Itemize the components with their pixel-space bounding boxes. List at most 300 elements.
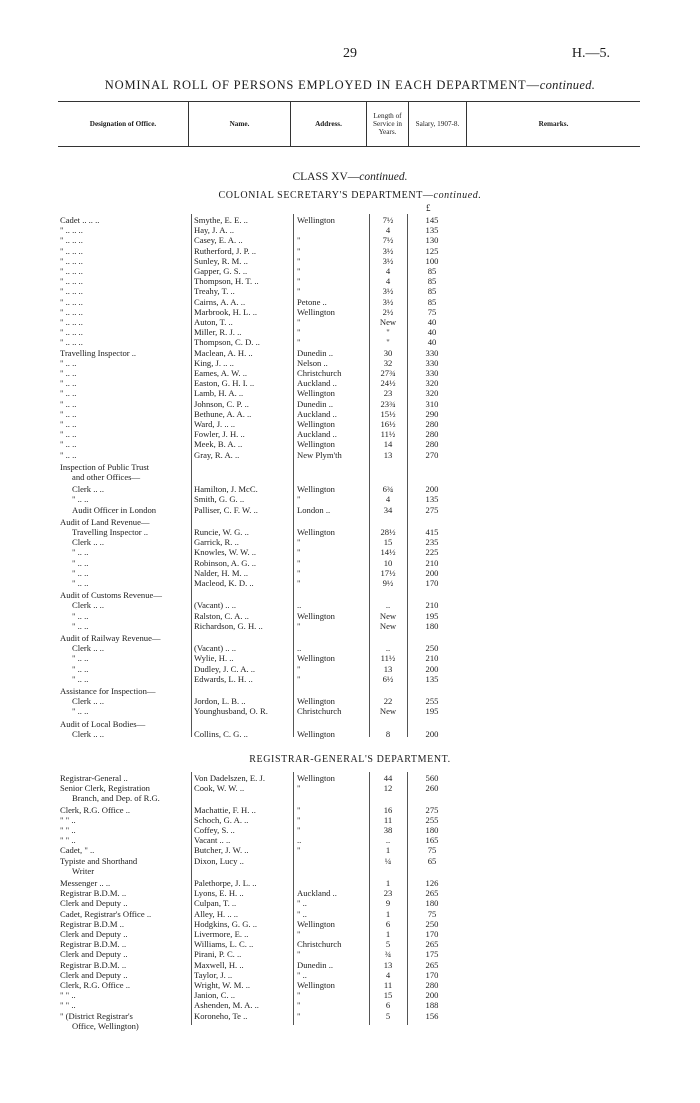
address-cell: Wellington <box>297 980 335 990</box>
name-cell: Edwards, L. H. .. <box>194 673 253 684</box>
name-cell: Treahy, T. .. <box>194 286 235 297</box>
salary-cell: 200 <box>425 990 439 1001</box>
length-cell: New <box>379 610 397 621</box>
name-cell: Livermore, E. .. <box>194 929 249 939</box>
address-cell: " <box>297 804 301 815</box>
table-row <box>0 297 700 307</box>
salary-cell: 330 <box>425 347 439 358</box>
address-cell: Auckland .. <box>297 408 337 419</box>
designation-cell: " .. .. .. <box>60 317 83 327</box>
salary-cell: 135 <box>425 225 439 236</box>
length-cell: 6 <box>385 918 391 929</box>
length-cell: 27¾ <box>380 368 396 378</box>
salary-cell: 200 <box>425 663 439 674</box>
length-cell: .. <box>385 643 391 654</box>
name-cell: Ralston, C. A. .. <box>194 610 249 621</box>
length-cell: 4 <box>385 494 391 505</box>
table-row <box>0 450 700 460</box>
department-title-continued: continued. <box>433 190 482 201</box>
table-row <box>0 866 700 876</box>
address-cell: Wellington <box>297 610 335 621</box>
salary-cell: 200 <box>425 567 439 578</box>
salary-cell: 188 <box>425 1000 439 1011</box>
table-row <box>0 980 700 990</box>
address-cell: " <box>297 337 301 348</box>
length-cell: 1 <box>385 929 391 939</box>
table-row <box>0 653 700 663</box>
designation-cell: " " .. <box>60 1000 76 1011</box>
address-cell: Nelson .. <box>297 357 328 368</box>
table-row <box>0 286 700 296</box>
length-cell: .. <box>385 835 391 846</box>
designation-cell: Audit of Railway Revenue— <box>60 633 161 643</box>
address-cell: " <box>297 547 301 558</box>
salary-cell: 320 <box>425 388 439 399</box>
salary-cell: 40 <box>427 327 437 338</box>
address-cell: New Plym'th <box>297 449 342 460</box>
name-cell: Ward, J. .. .. <box>194 419 236 429</box>
designation-cell: Office, Wellington) <box>72 1020 139 1031</box>
table-row <box>0 517 700 527</box>
designation-cell: " .. .. <box>72 578 89 588</box>
table-row <box>0 706 700 716</box>
designation-cell: " .. .. <box>60 378 77 389</box>
name-cell: Pirani, P. C. .. <box>194 949 242 960</box>
name-cell: Palliser, C. F. W. .. <box>194 504 258 515</box>
salary-cell: 145 <box>425 215 439 225</box>
name-cell: (Vacant) .. .. <box>194 600 236 611</box>
salary-cell: 210 <box>425 557 439 568</box>
table-row <box>0 439 700 449</box>
name-cell: Rutherford, J. P. .. <box>194 245 257 256</box>
address-cell: " <box>297 245 301 256</box>
designation-cell: Clerk .. .. <box>72 643 104 654</box>
length-cell: 23 <box>383 888 393 899</box>
name-cell: Wylie, H. .. <box>194 653 234 664</box>
designation-cell: " " .. <box>60 814 76 825</box>
designation-cell: Audit Officer in London <box>72 504 157 515</box>
table-row <box>0 805 700 815</box>
name-cell: Richardson, G. H. .. <box>194 620 263 631</box>
table-row <box>0 256 700 266</box>
salary-cell: 330 <box>425 368 439 378</box>
length-cell: 9 <box>385 898 391 909</box>
name-cell: Nalder, H. M. .. <box>194 567 249 578</box>
length-cell: 7½ <box>382 235 394 246</box>
address-cell: " <box>297 235 301 246</box>
table-row <box>0 358 700 368</box>
table-row <box>0 419 700 429</box>
salary-cell: 40 <box>427 337 437 348</box>
length-cell: 12 <box>383 783 393 794</box>
address-cell: .. <box>297 643 302 654</box>
salary-cell: 250 <box>425 643 439 654</box>
table-row <box>0 773 700 783</box>
header-designation: Designation of Office. <box>58 102 189 146</box>
name-cell: Macleod, K. D. .. <box>194 578 254 588</box>
length-cell: New <box>379 620 397 631</box>
name-cell: Dixon, Lucy .. <box>194 855 244 866</box>
designation-cell: " .. .. <box>60 357 77 368</box>
designation-cell: Assistance for Inspection— <box>60 686 156 696</box>
address-cell: Dunedin .. <box>297 398 334 409</box>
designation-cell: Senior Clerk, Registration <box>60 783 150 794</box>
salary-cell: 265 <box>425 939 439 950</box>
name-cell: Hay, J. A. .. <box>194 225 235 236</box>
salary-cell: 156 <box>425 1010 439 1021</box>
designation-cell: Writer <box>72 865 95 876</box>
header-remarks: Remarks. <box>538 120 569 128</box>
address-cell: " <box>297 783 301 794</box>
length-cell: 5 <box>385 1010 391 1021</box>
salary-cell: 170 <box>425 929 439 939</box>
table-row <box>0 537 700 547</box>
salary-cell: 65 <box>427 855 437 866</box>
table-row <box>0 409 700 419</box>
salary-cell: 290 <box>425 408 439 419</box>
name-cell: Machattie, F. H. .. <box>194 804 256 815</box>
header-address: Address. <box>291 102 367 146</box>
table-row <box>0 878 700 888</box>
designation-cell: Clerk and Deputy .. <box>60 929 128 939</box>
salary-cell: 280 <box>425 429 439 440</box>
document-title-main: NOMINAL ROLL OF PERSONS EMPLOYED IN EACH DEPARTMENT— <box>104 78 540 92</box>
length-cell: 3½ <box>382 255 394 266</box>
designation-cell: Registrar B.D.M. .. <box>60 959 127 970</box>
table-row <box>0 783 700 793</box>
name-cell: King, J. .. .. <box>194 357 234 368</box>
length-cell: New <box>379 706 397 717</box>
designation-cell: Cadet .. .. .. <box>60 215 100 225</box>
designation-cell: " .. .. .. <box>60 327 83 338</box>
address-cell: " <box>297 1000 301 1011</box>
class-title-main: CLASS XV— <box>292 171 360 183</box>
salary-cell: 310 <box>425 398 439 409</box>
designation-cell: Audit of Local Bodies— <box>60 718 146 729</box>
salary-cell: 195 <box>425 706 439 717</box>
length-cell: 7½ <box>382 215 394 225</box>
designation-cell: Clerk .. .. <box>72 696 104 707</box>
salary-cell: 125 <box>425 245 439 256</box>
table-row <box>0 307 700 317</box>
designation-cell: " .. .. <box>60 449 77 460</box>
name-cell: Palethorpe, J. L. .. <box>194 878 257 888</box>
salary-cell: 165 <box>425 835 439 846</box>
name-cell: Coffey, S. .. <box>194 825 235 835</box>
table-row <box>0 368 700 378</box>
name-cell: Garrick, R. .. <box>194 537 239 548</box>
length-cell: 4 <box>385 276 391 287</box>
name-cell: Smythe, E. E. .. <box>194 215 248 225</box>
length-cell: .. <box>385 600 391 611</box>
length-cell: ¾ <box>384 949 392 960</box>
salary-cell: 170 <box>425 578 439 588</box>
table-row <box>0 378 700 388</box>
length-cell: 11 <box>383 980 393 990</box>
salary-cell: 85 <box>427 266 437 276</box>
address-cell: Wellington <box>297 215 335 225</box>
name-cell: Culpan, T. .. <box>194 898 237 909</box>
salary-cell: 280 <box>425 419 439 429</box>
designation-cell: Clerk .. .. <box>72 600 104 611</box>
table-row <box>0 225 700 235</box>
name-cell: Marbrook, H. L. .. <box>194 306 258 317</box>
address-cell: " <box>297 1010 301 1021</box>
address-cell: Wellington <box>297 728 335 739</box>
length-cell: 3½ <box>382 296 394 307</box>
length-cell: 15½ <box>380 408 396 419</box>
length-cell: 13 <box>383 663 393 674</box>
address-cell: Christchurch <box>297 939 342 950</box>
salary-cell: 255 <box>425 696 439 707</box>
length-cell: 16½ <box>380 419 396 429</box>
length-cell: 32 <box>383 357 393 368</box>
name-cell: Knowles, W. W. .. <box>194 547 257 558</box>
designation-cell: Cadet, Registrar's Office .. <box>60 908 152 919</box>
designation-cell: " " .. <box>60 835 76 846</box>
name-cell: Hamilton, J. McC. <box>194 484 258 495</box>
table-row <box>0 348 700 358</box>
name-cell: Bethune, A. A. .. <box>194 408 252 419</box>
table-row <box>0 856 700 866</box>
name-cell: Younghusband, O. R. <box>194 706 268 717</box>
table-row <box>0 929 700 939</box>
length-cell: 44 <box>383 773 393 783</box>
table-row <box>0 664 700 674</box>
table-row <box>0 1011 700 1021</box>
salary-cell: 280 <box>425 439 439 450</box>
pound-sign: £ <box>426 203 431 213</box>
address-cell: " <box>297 990 301 1001</box>
address-cell: " <box>297 949 301 960</box>
salary-cell: 135 <box>425 494 439 505</box>
salary-cell: 85 <box>427 276 437 287</box>
table-row <box>0 719 700 729</box>
length-cell: 6¾ <box>382 484 394 495</box>
address-cell: " <box>297 327 301 338</box>
table-row <box>0 696 700 706</box>
table-row <box>0 276 700 286</box>
designation-cell: Registrar B.D.M. .. <box>60 888 127 899</box>
name-cell: Miller, R. J. .. <box>194 327 242 338</box>
salary-cell: 280 <box>425 980 439 990</box>
name-cell: Collins, C. G. .. <box>194 728 248 739</box>
designation-cell: Travelling Inspector .. <box>72 527 149 537</box>
table-row <box>0 337 700 347</box>
address-cell: " <box>297 317 301 327</box>
length-cell: New <box>379 317 397 327</box>
name-cell: Von Dadelszen, E. J. <box>194 773 265 783</box>
name-cell: Maxwell, H. .. <box>194 959 244 970</box>
designation-cell: " .. .. <box>72 557 89 568</box>
table-row <box>0 547 700 557</box>
name-cell: Lamb, H. A. .. <box>194 388 244 399</box>
address-cell: " <box>297 266 301 276</box>
designation-cell: Clerk and Deputy .. <box>60 969 128 980</box>
designation-cell: " (District Registrar's <box>60 1010 133 1021</box>
address-cell: " <box>297 276 301 287</box>
designation-cell: " .. .. <box>72 494 89 505</box>
name-cell: Maclean, A. H. .. <box>194 347 253 358</box>
name-cell: Ashenden, M. A. .. <box>194 1000 259 1011</box>
salary-cell: 85 <box>427 286 437 297</box>
table-row <box>0 462 700 472</box>
length-cell: 13 <box>383 449 393 460</box>
class-title <box>0 171 700 183</box>
designation-cell: Audit of Land Revenue— <box>60 516 150 527</box>
name-cell: Thompson, C. D. .. <box>194 337 260 348</box>
salary-cell: 195 <box>425 610 439 621</box>
table-row <box>0 399 700 409</box>
designation-cell: " .. .. <box>60 408 77 419</box>
designation-cell: " " .. <box>60 990 76 1001</box>
salary-cell: 200 <box>425 728 439 739</box>
salary-cell: 75 <box>427 306 437 317</box>
table-header <box>58 101 640 147</box>
header-length-of-service: Length of Service in Years. <box>367 102 409 146</box>
address-cell: Dunedin .. <box>297 959 334 970</box>
table-row <box>0 888 700 898</box>
table-row <box>0 686 700 696</box>
name-cell: Vacant .. .. <box>194 835 231 846</box>
designation-cell: " .. .. .. <box>60 337 83 348</box>
class-title-continued: continued. <box>359 171 408 183</box>
length-cell: 38 <box>383 825 393 835</box>
name-cell: Hodgkins, G. G. .. <box>194 918 258 929</box>
designation-cell: Clerk and Deputy .. <box>60 898 128 909</box>
table-row <box>0 793 700 803</box>
address-cell: Wellington <box>297 653 335 664</box>
department-title-colonial-secretary <box>0 190 700 201</box>
length-cell: " <box>386 327 390 338</box>
name-cell: Wright, W. M. .. <box>194 980 250 990</box>
length-cell: 4 <box>385 225 391 236</box>
designation-cell: Messenger .. .. <box>60 878 111 888</box>
length-cell: 16 <box>383 804 393 815</box>
salary-cell: 270 <box>425 449 439 460</box>
length-cell: 1 <box>385 845 391 856</box>
salary-cell: 225 <box>425 547 439 558</box>
designation-cell: Branch, and Dep. of R.G. <box>72 793 160 804</box>
designation-cell: " .. .. .. <box>60 276 83 287</box>
length-cell: 3½ <box>382 245 394 256</box>
designation-cell: " .. .. <box>60 398 77 409</box>
salary-cell: 75 <box>427 845 437 856</box>
address-cell: .. <box>297 600 302 611</box>
table-row <box>0 674 700 684</box>
table-row <box>0 845 700 855</box>
name-cell: Williams, L. C. .. <box>194 939 254 950</box>
address-cell: " <box>297 557 301 568</box>
salary-cell: 100 <box>425 255 439 266</box>
length-cell: 14½ <box>380 547 396 558</box>
address-cell: " <box>297 845 301 856</box>
salary-cell: 560 <box>425 773 439 783</box>
salary-cell: 210 <box>425 653 439 664</box>
table-row <box>0 643 700 653</box>
address-cell: " <box>297 255 301 266</box>
length-cell: 1 <box>385 908 391 919</box>
address-cell: " .. <box>297 898 307 909</box>
length-cell: 6½ <box>382 673 394 684</box>
salary-cell: 180 <box>425 620 439 631</box>
designation-cell: Registrar B.D.M .. <box>60 918 124 929</box>
salary-cell: 40 <box>427 317 437 327</box>
length-cell: 8 <box>385 728 391 739</box>
salary-cell: 275 <box>425 804 439 815</box>
length-cell: 30 <box>383 347 393 358</box>
length-cell: 4 <box>385 266 391 276</box>
salary-cell: 235 <box>425 537 439 548</box>
length-cell: 11½ <box>380 653 396 664</box>
address-cell: Wellington <box>297 918 335 929</box>
table-row <box>0 429 700 439</box>
table-row <box>0 590 700 600</box>
designation-cell: " .. .. .. <box>60 225 83 236</box>
designation-cell: " .. .. .. <box>60 296 83 307</box>
page-number: 29 <box>343 46 357 61</box>
length-cell: ¼ <box>384 855 392 866</box>
table-row <box>0 494 700 504</box>
address-cell: " <box>297 578 301 588</box>
length-cell: 24½ <box>380 378 396 389</box>
salary-cell: 126 <box>425 878 439 888</box>
name-cell: Koroneho, Te .. <box>194 1010 248 1021</box>
designation-cell: Typiste and Shorthand <box>60 855 138 866</box>
address-cell: Wellington <box>297 306 335 317</box>
salary-cell: 175 <box>425 949 439 960</box>
length-cell: 9½ <box>382 578 394 588</box>
salary-cell: 255 <box>425 814 439 825</box>
table-row <box>0 949 700 959</box>
designation-cell: Audit of Customs Revenue— <box>60 590 162 601</box>
designation-cell: " .. .. <box>72 610 89 621</box>
table-row <box>0 327 700 337</box>
designation-cell: " .. .. <box>60 388 77 399</box>
length-cell: 28½ <box>380 527 396 537</box>
table-row <box>0 970 700 980</box>
table-row <box>0 235 700 245</box>
table-row <box>0 621 700 631</box>
table-row <box>0 898 700 908</box>
address-cell: .. <box>297 835 302 846</box>
address-cell: London .. <box>297 504 331 515</box>
name-cell: Auton, T. .. <box>194 317 233 327</box>
address-cell: " <box>297 663 301 674</box>
table-row <box>0 266 700 276</box>
length-cell: " <box>386 337 390 348</box>
designation-cell: Clerk, R.G. Office .. <box>60 804 131 815</box>
name-cell: Sunley, R. M. .. <box>194 255 248 266</box>
name-cell: Janion, C. .. <box>194 990 236 1001</box>
table-row <box>0 246 700 256</box>
name-cell: Cairns, A. A. .. <box>194 296 246 307</box>
designation-cell: " .. .. <box>72 547 89 558</box>
designation-cell: Clerk, R.G. Office .. <box>60 980 131 990</box>
length-cell: 5 <box>385 939 391 950</box>
name-cell: Eames, A. W. .. <box>194 368 247 378</box>
designation-cell: Inspection of Public Trust <box>60 461 150 472</box>
salary-cell: 170 <box>425 969 439 980</box>
designation-cell: Cadet, " .. <box>60 845 95 856</box>
designation-cell: " .. .. <box>72 673 89 684</box>
salary-cell: 260 <box>425 783 439 794</box>
address-cell: " <box>297 673 301 684</box>
salary-cell: 200 <box>425 484 439 495</box>
table-row <box>0 939 700 949</box>
table-row <box>0 611 700 621</box>
table-row <box>0 388 700 398</box>
